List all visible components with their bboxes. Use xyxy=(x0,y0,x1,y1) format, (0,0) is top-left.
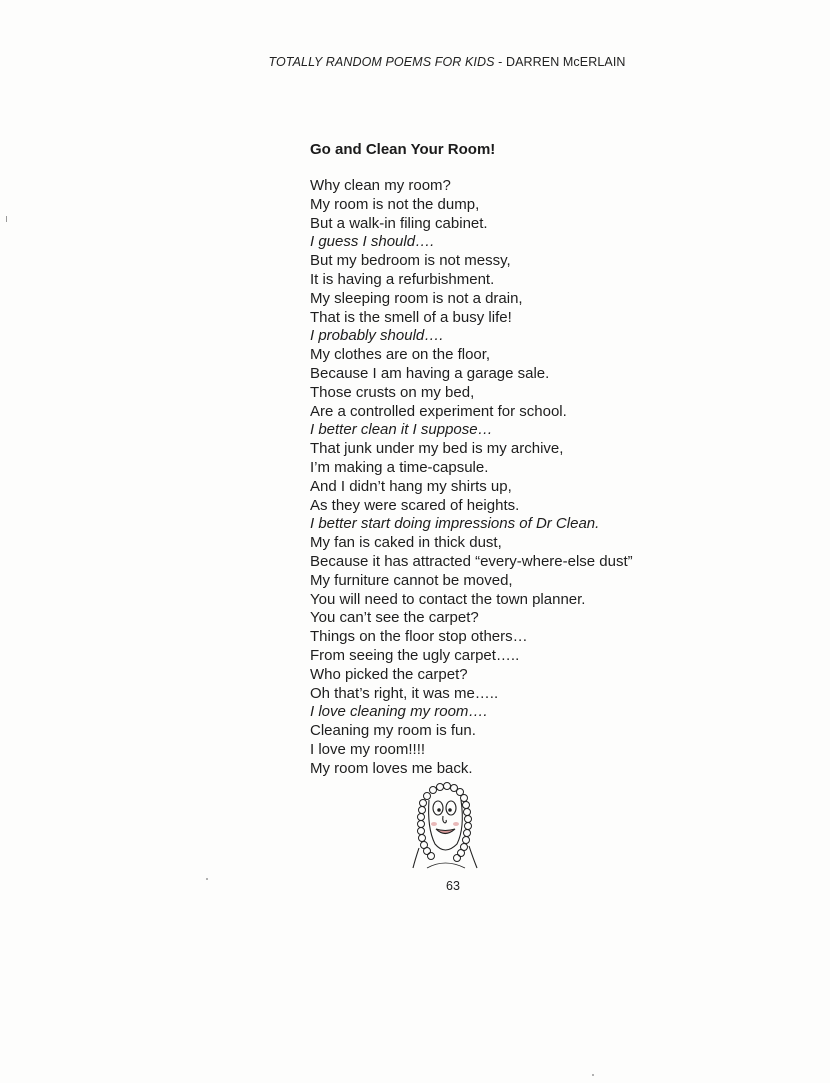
poem-line: I better clean it I suppose… xyxy=(310,421,493,439)
poem-line: Why clean my room? xyxy=(310,177,451,194)
scan-speck xyxy=(206,878,208,880)
curly-haired-face-sketch-icon xyxy=(405,778,485,870)
author-name: DARREN McERLAIN xyxy=(505,55,626,69)
poem-line: My furniture cannot be moved, xyxy=(310,571,513,589)
poem-line: But my bedroom is not messy, xyxy=(310,252,511,270)
poem-line: And I didn’t hang my shirts up, xyxy=(310,477,512,495)
poem-line: I’m making a time-capsule. xyxy=(310,458,489,476)
poem-line: Oh that’s right, it was me….. xyxy=(310,684,499,702)
poem-line: I guess I should…. xyxy=(310,233,435,251)
poem-line: It is having a refurbishment. xyxy=(310,270,495,288)
page-number: 63 xyxy=(446,879,460,893)
poem-line: My sleeping room is not a drain, xyxy=(310,289,523,307)
poem-line: But a walk-in filing cabinet. xyxy=(310,214,488,232)
poem-line: Those crusts on my bed, xyxy=(310,383,475,401)
poem-line: My room is not the dump, xyxy=(310,195,480,213)
poem-line: Are a controlled experiment for school. xyxy=(310,402,567,420)
poem-title: Go and Clean Your Room! xyxy=(310,141,496,158)
poem-line: My clothes are on the floor, xyxy=(310,346,491,364)
poem-line: I probably should…. xyxy=(310,327,444,345)
poem-line: You will need to contact the town planner. xyxy=(310,590,586,608)
poem-line: That junk under my bed is my archive, xyxy=(310,440,564,458)
header-separator: - xyxy=(494,55,506,69)
poem-line: My room loves me back. xyxy=(310,759,473,777)
scan-speck xyxy=(592,1074,594,1076)
poem-line: Cleaning my room is fun. xyxy=(310,722,476,740)
poem-line: You can’t see the carpet? xyxy=(310,609,479,627)
poem-line: Things on the floor stop others… xyxy=(310,628,528,646)
poem-line: Who picked the carpet? xyxy=(310,665,468,683)
poem-body xyxy=(310,177,633,779)
book-title: TOTALLY RANDOM POEMS FOR KIDS xyxy=(268,55,495,69)
poem-line: I better start doing impressions of Dr Clean. xyxy=(310,515,600,533)
poem-line: As they were scared of heights. xyxy=(310,496,520,514)
poem-line: I love cleaning my room…. xyxy=(310,703,488,721)
poem-line: From seeing the ugly carpet….. xyxy=(310,646,520,664)
poem-line: My fan is caked in thick dust, xyxy=(310,534,502,552)
running-header xyxy=(0,55,830,69)
poem-line: Because I am having a garage sale. xyxy=(310,364,550,382)
poem-line: Because it has attracted “every-where-else dust” xyxy=(310,552,633,570)
poem-line: That is the smell of a busy life! xyxy=(310,308,512,326)
scan-speck xyxy=(6,216,7,222)
poem-line: I love my room!!!! xyxy=(310,740,426,758)
